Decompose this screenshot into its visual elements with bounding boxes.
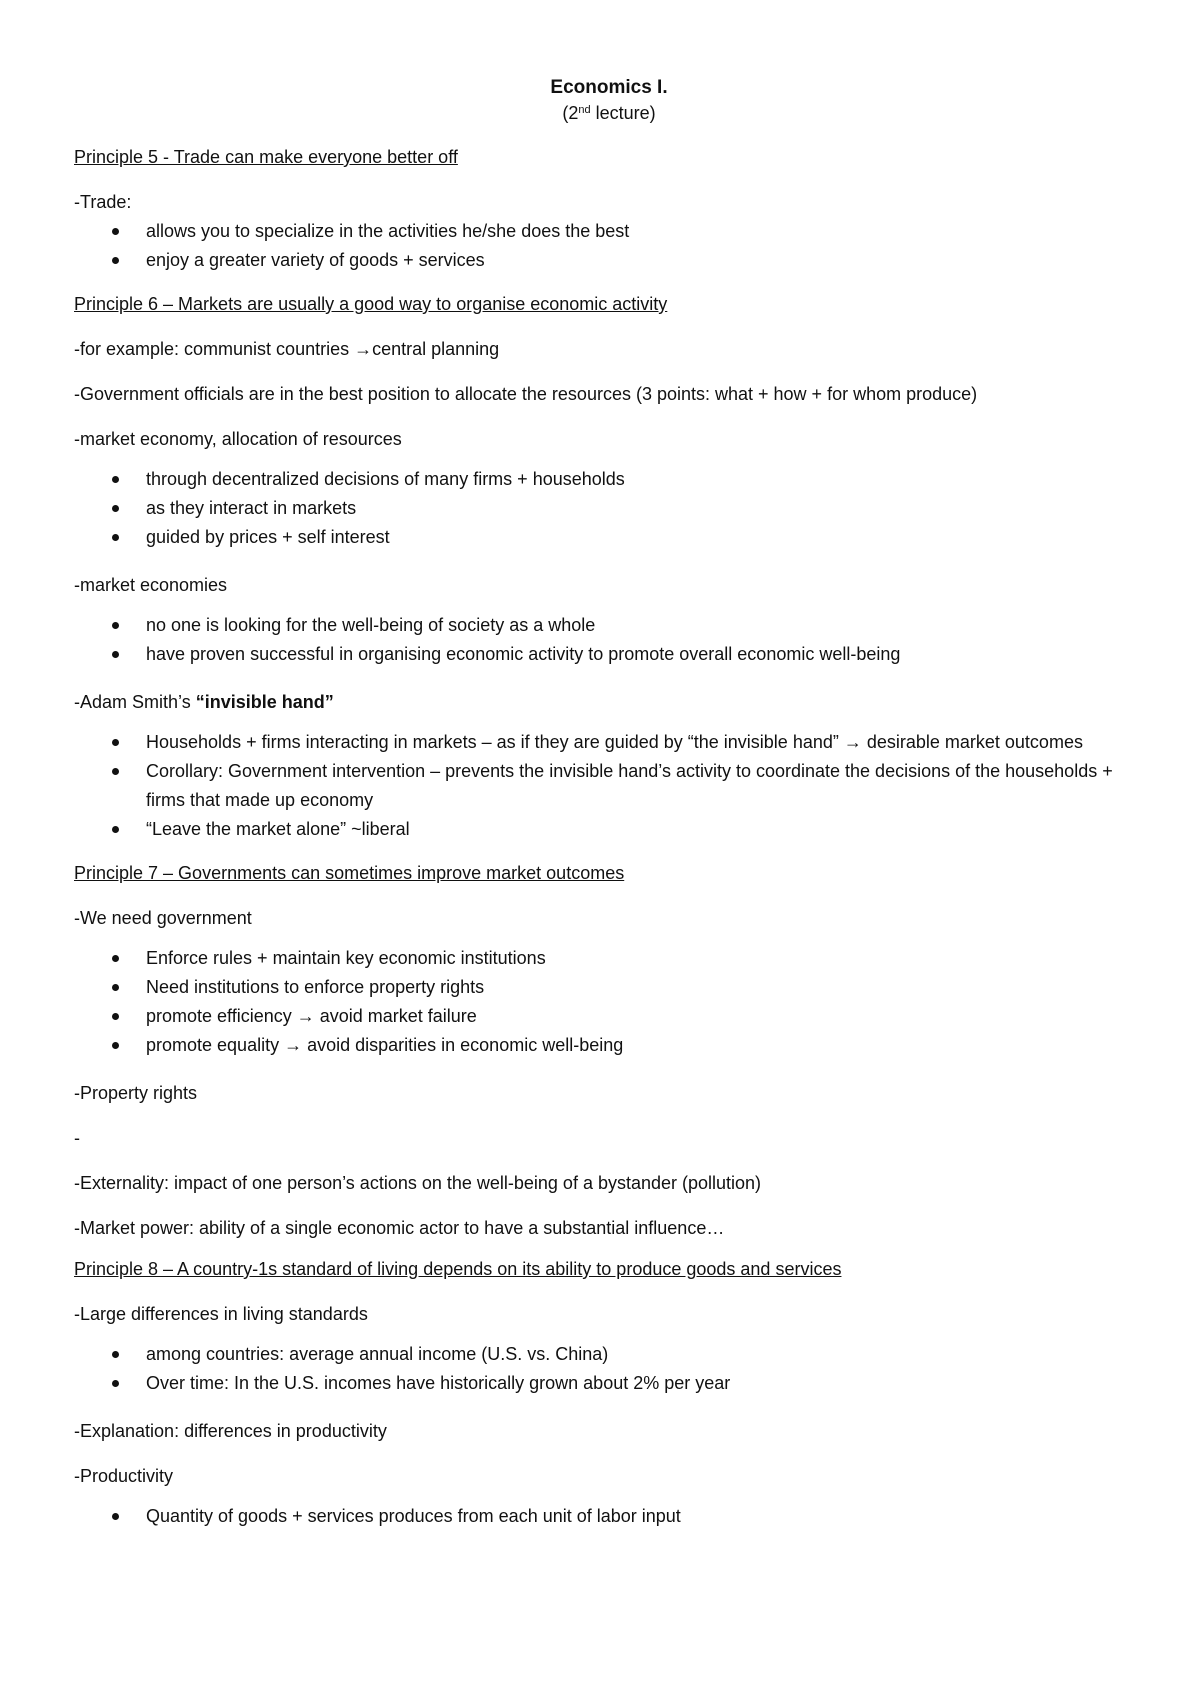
principle-8-heading: Principle 8 – A country-1s standard of living depends on its ability to produce goods and services xyxy=(74,1259,842,1279)
property-rights-label: -Property rights xyxy=(74,1083,198,1103)
productivity-list xyxy=(74,1502,1144,1531)
productivity-label: -Productivity xyxy=(74,1466,174,1486)
list-item: allows you to specialize in the activities he/she does the best xyxy=(74,217,1144,246)
document-title: Economics I. xyxy=(550,77,668,98)
list-item: no one is looking for the well-being of society as a whole xyxy=(74,611,1144,640)
explanation-text: -Explanation: differences in productivity xyxy=(74,1421,387,1441)
list-item: enjoy a greater variety of goods + services xyxy=(74,246,1144,275)
subtitle-rest: lecture) xyxy=(590,103,656,123)
list-item: promote equality → avoid disparities in economic well-being xyxy=(74,1031,1144,1060)
subtitle-sup: nd xyxy=(578,104,591,116)
market-economies-list xyxy=(74,611,1144,669)
trade-list xyxy=(74,217,1144,275)
living-standards-list xyxy=(74,1340,1144,1398)
communist-example: -for example: communist countries →central planning xyxy=(74,339,500,359)
list-item: Corollary: Government intervention – prevents the invisible hand’s activity to coordinate the decisions of the households + firms that made up economy xyxy=(74,757,1144,815)
document-subtitle xyxy=(74,102,1144,124)
document-body xyxy=(74,76,1144,1531)
list-item: guided by prices + self interest xyxy=(74,523,1144,552)
market-allocation-label: -market economy, allocation of resources xyxy=(74,429,402,449)
invisible-hand-term: “invisible hand” xyxy=(195,692,334,712)
invisible-hand-list xyxy=(74,728,1144,844)
list-item: have proven successful in organising economic activity to promote overall economic well-being xyxy=(74,640,1144,669)
list-item: through decentralized decisions of many firms + households xyxy=(74,465,1144,494)
principle-5-heading: Principle 5 - Trade can make everyone better off xyxy=(74,147,458,167)
list-item: as they interact in markets xyxy=(74,494,1144,523)
need-government-list xyxy=(74,944,1144,1060)
list-item: Over time: In the U.S. incomes have historically grown about 2% per year xyxy=(74,1369,1144,1398)
subtitle-open: (2 xyxy=(562,103,579,123)
government-officials-text: -Government officials are in the best position to allocate the resources (3 points: what + how + for whom produce) xyxy=(74,384,978,404)
market-economies-label: -market economies xyxy=(74,575,228,595)
list-item: “Leave the market alone” ~liberal xyxy=(74,815,1144,844)
living-standards-label: -Large differences in living standards xyxy=(74,1304,368,1324)
empty-dash: - xyxy=(74,1128,80,1148)
list-item: Households + firms interacting in markets – as if they are guided by “the invisible hand” → desirable market outcomes xyxy=(74,728,1144,757)
principle-7-heading: Principle 7 – Governments can sometimes improve market outcomes xyxy=(74,863,625,883)
list-item: Need institutions to enforce property rights xyxy=(74,973,1144,1002)
externality-text: -Externality: impact of one person’s actions on the well-being of a bystander (pollution) xyxy=(74,1173,762,1193)
list-item: Quantity of goods + services produces from each unit of labor input xyxy=(74,1502,1144,1531)
list-item: among countries: average annual income (U.S. vs. China) xyxy=(74,1340,1144,1369)
invisible-hand-prefix: -Adam Smith’s xyxy=(74,692,196,712)
list-item: promote efficiency → avoid market failure xyxy=(74,1002,1144,1031)
market-allocation-list xyxy=(74,465,1144,552)
trade-label: -Trade: xyxy=(74,192,132,212)
invisible-hand-label xyxy=(74,690,1144,714)
need-government-label: -We need government xyxy=(74,908,252,928)
principle-6-heading: Principle 6 – Markets are usually a good way to organise economic activity xyxy=(74,294,668,314)
list-item: Enforce rules + maintain key economic institutions xyxy=(74,944,1144,973)
market-power-text: -Market power: ability of a single economic actor to have a substantial influence… xyxy=(74,1218,725,1238)
